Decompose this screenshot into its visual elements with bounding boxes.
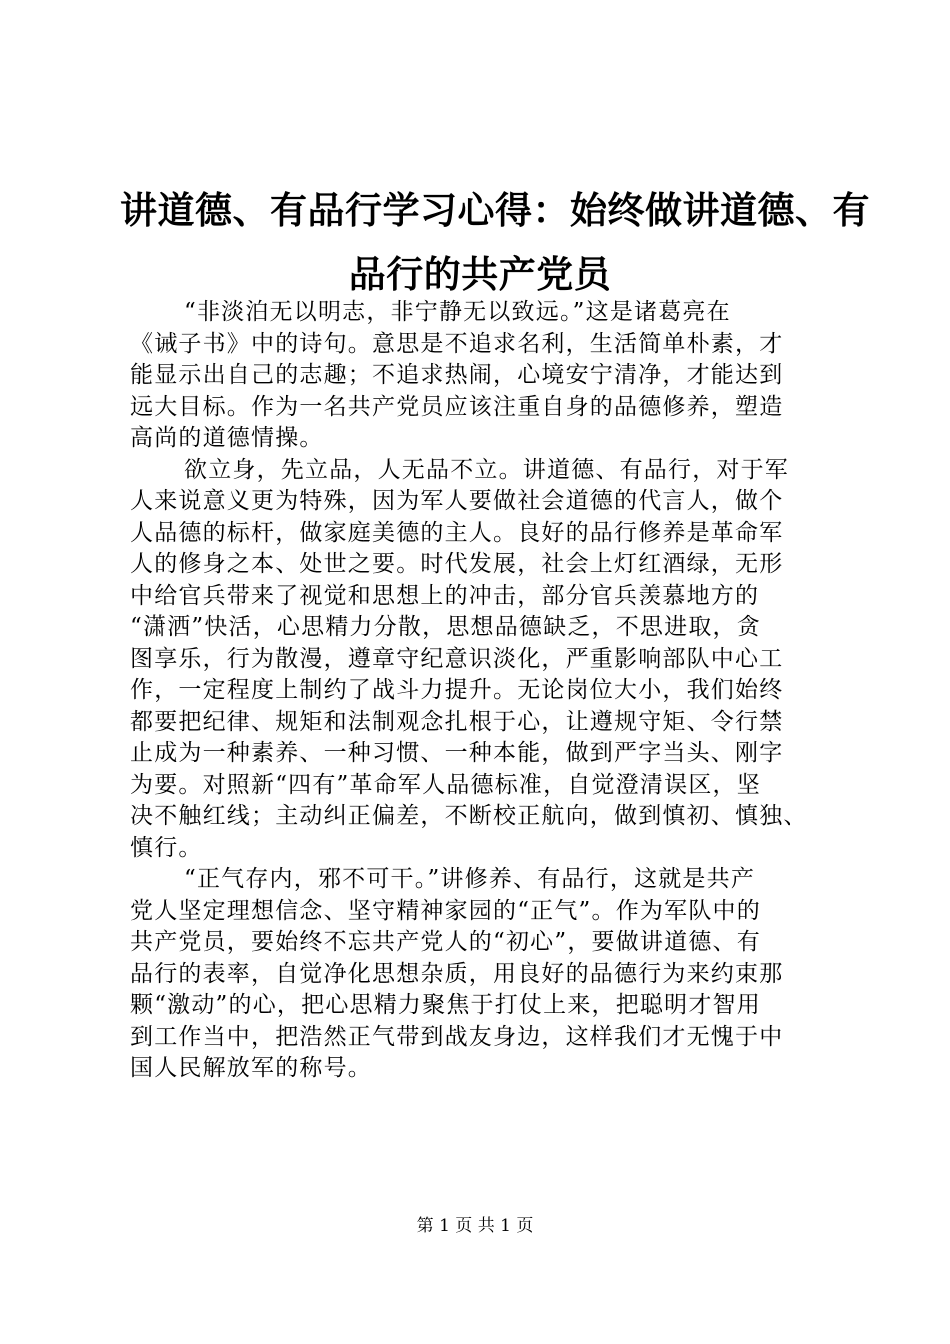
text-line: 人来说意义更为特殊，因为军人要做社会道德的代言人，做个: [130, 488, 784, 514]
title-line-2: 品行的共产党员: [348, 252, 612, 296]
title-line-1: 讲道德、有品行学习心得：始终做讲道德、有: [120, 188, 870, 232]
text-line: “正气存内，邪不可干。”讲修养、有品行，这就是共产: [184, 866, 756, 892]
text-line: 人品德的标杆，做家庭美德的主人。良好的品行修养是革命军: [130, 519, 784, 546]
paragraph-1: [130, 297, 860, 455]
text-line: 高尚的道德情操。: [130, 425, 324, 451]
text-line: 远大目标。作为一名共产党员应该注重自身的品德修养，塑造: [130, 393, 784, 420]
text-line: 能显示出自己的志趣；不追求热闹，心境安宁清净，才能达到: [130, 362, 784, 388]
text-line: 慎行。: [130, 834, 203, 861]
text-line: 图享乐，行为散漫，遵章守纪意识淡化，严重影响部队中心工: [130, 645, 784, 672]
text-line: 都要把纪律、规矩和法制观念扎根于心，让遵规守矩、令行禁: [130, 708, 784, 735]
text-line: 《诫子书》中的诗句。意思是不追求名利，生活简单朴素，才: [130, 330, 784, 357]
text-line: 欲立身，先立品，人无品不立。讲道德、有品行，对于军: [184, 456, 789, 483]
text-line: 品行的表率，自觉净化思想杂质，用良好的品德行为来约束那: [130, 960, 784, 987]
text-line: 共产党员，要始终不忘共产党人的“初心”，要做讲道德、有: [130, 929, 761, 955]
paragraph-3: [130, 864, 860, 1085]
text-line: 中给官兵带来了视觉和思想上的冲击，部分官兵羡慕地方的: [130, 582, 760, 609]
paragraph-2: [130, 455, 860, 865]
text-line: 作，一定程度上制约了战斗力提升。无论岗位大小，我们始终: [130, 677, 784, 703]
document-body: [130, 297, 860, 1085]
text-line: 止成为一种素养、一种习惯、一种本能，做到严字当头、刚字: [130, 740, 784, 766]
text-line: 人的修身之本、处世之要。时代发展，社会上灯红酒绿，无形: [130, 551, 784, 577]
text-line: “非淡泊无以明志，非宁静无以致远。”这是诸葛亮在: [184, 299, 731, 325]
page-footer: 第 1 页 共 1 页: [416, 1216, 534, 1236]
text-line: 为要。对照新“四有”革命军人品德标准，自觉澄清误区，坚: [130, 771, 761, 798]
text-line: 颗“激动”的心，把心思精力聚焦于打仗上来，把聪明才智用: [130, 992, 761, 1018]
text-line: 决不触红线；主动纠正偏差，不断校正航向，做到慎初、慎独、: [130, 803, 808, 829]
text-line: 到工作当中，把浩然正气带到战友身边，这样我们才无愧于中: [130, 1023, 784, 1050]
text-line: 党人坚定理想信念、坚守精神家园的“正气”。作为军队中的: [130, 897, 761, 924]
text-line: “潇洒”快活，心思精力分散，思想品德缺乏，不思进取，贪: [130, 614, 761, 640]
document-title: [120, 178, 870, 306]
text-line: 国人民解放军的称号。: [130, 1055, 372, 1081]
